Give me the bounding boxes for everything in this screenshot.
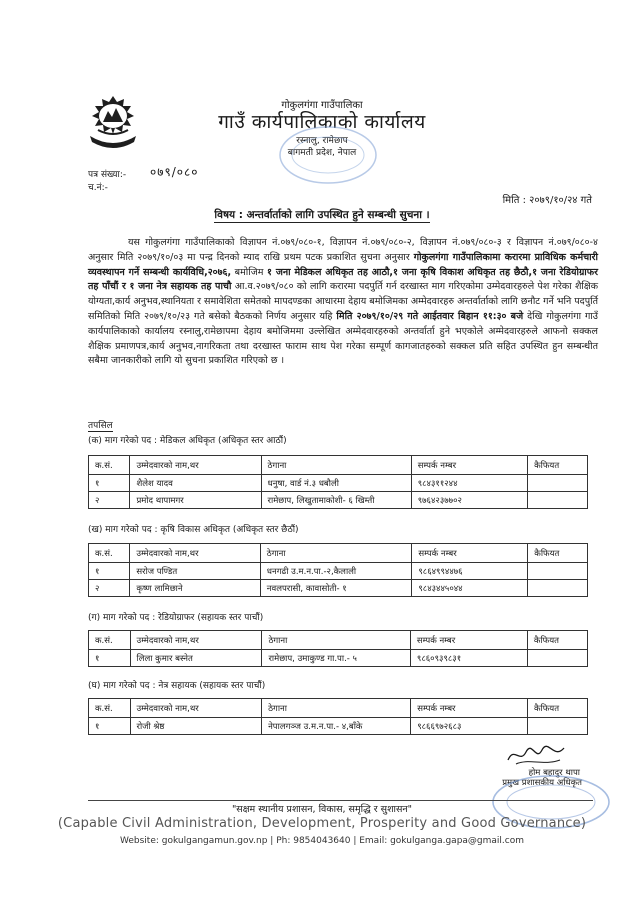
office-title: गाउँ कार्यपालिकाको कार्यालय — [218, 111, 426, 133]
column-header: क.सं. — [89, 631, 131, 650]
candidate-table — [88, 543, 588, 597]
candidate-table — [88, 455, 588, 509]
footer-divider — [88, 800, 593, 801]
column-header: कैफियत — [528, 456, 588, 475]
column-header: सम्पर्क नम्बर — [412, 544, 528, 563]
column-header: कैफियत — [527, 631, 587, 650]
candidate-table — [88, 630, 588, 667]
column-header: सम्पर्क नम्बर — [411, 699, 528, 718]
column-header: सम्पर्क नम्बर — [410, 631, 527, 650]
column-header: सम्पर्क नम्बर — [411, 456, 527, 475]
footer-motto: "सक्षम स्थानीय प्रशासन, विकास, समृद्धि र सुशासन" — [231, 804, 413, 815]
office-stamp-icon — [268, 120, 388, 190]
letter-date: मिति : २०७९/१०/२४ गते — [502, 195, 592, 206]
office-address: रस्नालु, रामेछाप — [296, 136, 348, 146]
column-header: कैफियत — [528, 544, 588, 563]
signatory-name: होम बहादुर थापा — [528, 768, 580, 778]
table-row: १ लिला कुमार बस्नेत रामेछाप, उमाकुण्ड गा.पा.- ५ ९८६०९३९८३१ — [89, 650, 588, 667]
post-heading: (क) माग गरेको पद : मेडिकल अधिकृत (अधिकृत स्तर आठौं) — [88, 436, 287, 446]
table-row: २ कृष्ण लामिछाने नवलपरासी, कावासोती- १ ९८४३४४५०४४ — [89, 580, 588, 597]
column-header: क.सं. — [89, 544, 130, 563]
column-header: उम्मेदवारको नाम,थर — [130, 631, 262, 650]
column-header: कैफियत — [527, 699, 587, 718]
table-row: १ रोजी श्रेष्ठ नेपालगञ्ज उ.म.न.पा.- ४,बाँके ९८६६९७२६८३ — [89, 718, 588, 735]
letter-number-label: पत्र संख्या:- — [88, 170, 127, 180]
municipality-name: गोकुलगंगा गाउँपालिका — [281, 100, 363, 111]
column-header: उम्मेदवारको नाम,थर — [130, 456, 261, 475]
column-header: उम्मेदवारको नाम,थर — [130, 699, 262, 718]
post-heading: (ग) माग गरेको पद : रेडियोग्राफर (सहायक स्तर पाचौं) — [88, 613, 264, 623]
candidate-table — [88, 698, 588, 735]
column-header: क.सं. — [89, 456, 130, 475]
column-header: ठेगाना — [260, 544, 412, 563]
footer-motto-english: (Capable Civil Administration, Development, Prosperity and Good Governance) — [57, 816, 587, 831]
post-heading: (घ) माग गरेको पद : नेत्र सहायक (सहायक स्तर पाचौं) — [88, 681, 266, 691]
table-row: २ प्रमोद थापामगर रामेछाप, लिखुतामाकोशी- ६ खिम्ती ९७६४२३७७०२ — [89, 492, 588, 509]
details-heading: तपसिल — [88, 418, 113, 432]
post-heading: (ख) माग गरेको पद : कृषि विकास अधिकृत (अधिकृत स्तर छैठौं) — [88, 525, 299, 535]
column-header: ठेगाना — [262, 631, 410, 650]
dispatch-number-label: च.नं:- — [88, 183, 108, 193]
notice-body: यस गोकुलगंगा गाउँपालिकाको विज्ञापन नं.०७९/०८०-१, विज्ञापन नं.०७९/०८०-२, विज्ञापन नं.०७९/०८०-३ र विज्ञापन नं.०७९/०८०-४ अनुसार मिति २०७९/१०/०३ मा पन्द्र दिनको म्याद राखि प्रथम पटक प्रकाशित सुचना अनुसार गोकुलगंगा गाउँपालिकामा करारमा प्राविधिक कर्मचारी व्यवस्थापन गर्ने सम्बन्धी कार्यविधि,२०७६, बमोजिम १ जना मेडिकल अधिकृत तह आठौ,१ जना कृषि विकाश अधिकृत तह छैठौ,१ जना रेडियोग्राफर तह पाँचौं र १ जना नेत्र सहायक तह पाचौ आ.व.२०७९/०८० को लागि करारमा पदपुर्ति गर्न दरखास्त माग गरिएकोमा उम्मेदवारहरुले पेश गरेका शैक्षिक योग्यता,कार्य अनुभव,स्थानियता र समावेशिता समेतको मापदण्डका आधारमा देहाय बमोजिमका अम्मेदवारहरु अन्तर्वार्ताको लागि छनौट गर्ने भनि पदपुर्ति समितिको मिति २०७९/१०/२३ गते बसेको बैठकको निर्णय अनुसार यहि मिति २०७९/१०/२९ गते आईतवार बिहान ११:३० बजे देखि गोकुलगंगा गाउँ कार्यपालिकाको कार्यालय रस्नालु,रामेछापमा देहाय बमोजिममा उल्लेखित अम्मेदवारहरुको अन्तर्वार्ता हुने भएकोले अम्मेदवारहरुले आफनो सक्कल शैक्षिक प्रमाणपत्र,कार्य अनुभव,नागरिकता तथा दरखास्त फाराम साथ पेश गरेका सम्पूर्ण कागजातहरुको सक्कल प्रति सहित उपस्थित हुन सम्बन्धीत सबैमा जानकारीको लागि यो सुचना प्रकाशित गरिएको छ । — [88, 237, 598, 367]
column-header: ठेगाना — [261, 456, 411, 475]
letter-number-value: ०७९/०८० — [150, 165, 199, 179]
column-header: उम्मेदवारको नाम,थर — [130, 544, 260, 563]
column-header: क.सं. — [89, 699, 131, 718]
office-province: बागमती प्रदेश, नेपाल — [287, 148, 357, 158]
column-header: ठेगाना — [262, 699, 411, 718]
table-row: १ सरोज पण्डित धनगढी उ.म.न.पा.-२,कैलाली ९८६४९९४४७६ — [89, 563, 588, 580]
footer-contact: Website: gokulgangamun.gov.np | Ph: 9854043640 | Email: gokulganga.gapa@gmail.com — [119, 836, 525, 846]
signature-icon — [504, 742, 568, 768]
subject-line: विषय : अन्तर्वार्ताको लागि उपस्थित हुने सम्बन्धी सुचना । — [214, 209, 430, 221]
signatory-title: प्रमुख प्रशासकीय अधिकृत — [502, 778, 582, 788]
table-row: १ शैलेश यादव धनुषा, वार्ड नं.३ धबौली ९८४३११२४४ — [89, 475, 588, 492]
